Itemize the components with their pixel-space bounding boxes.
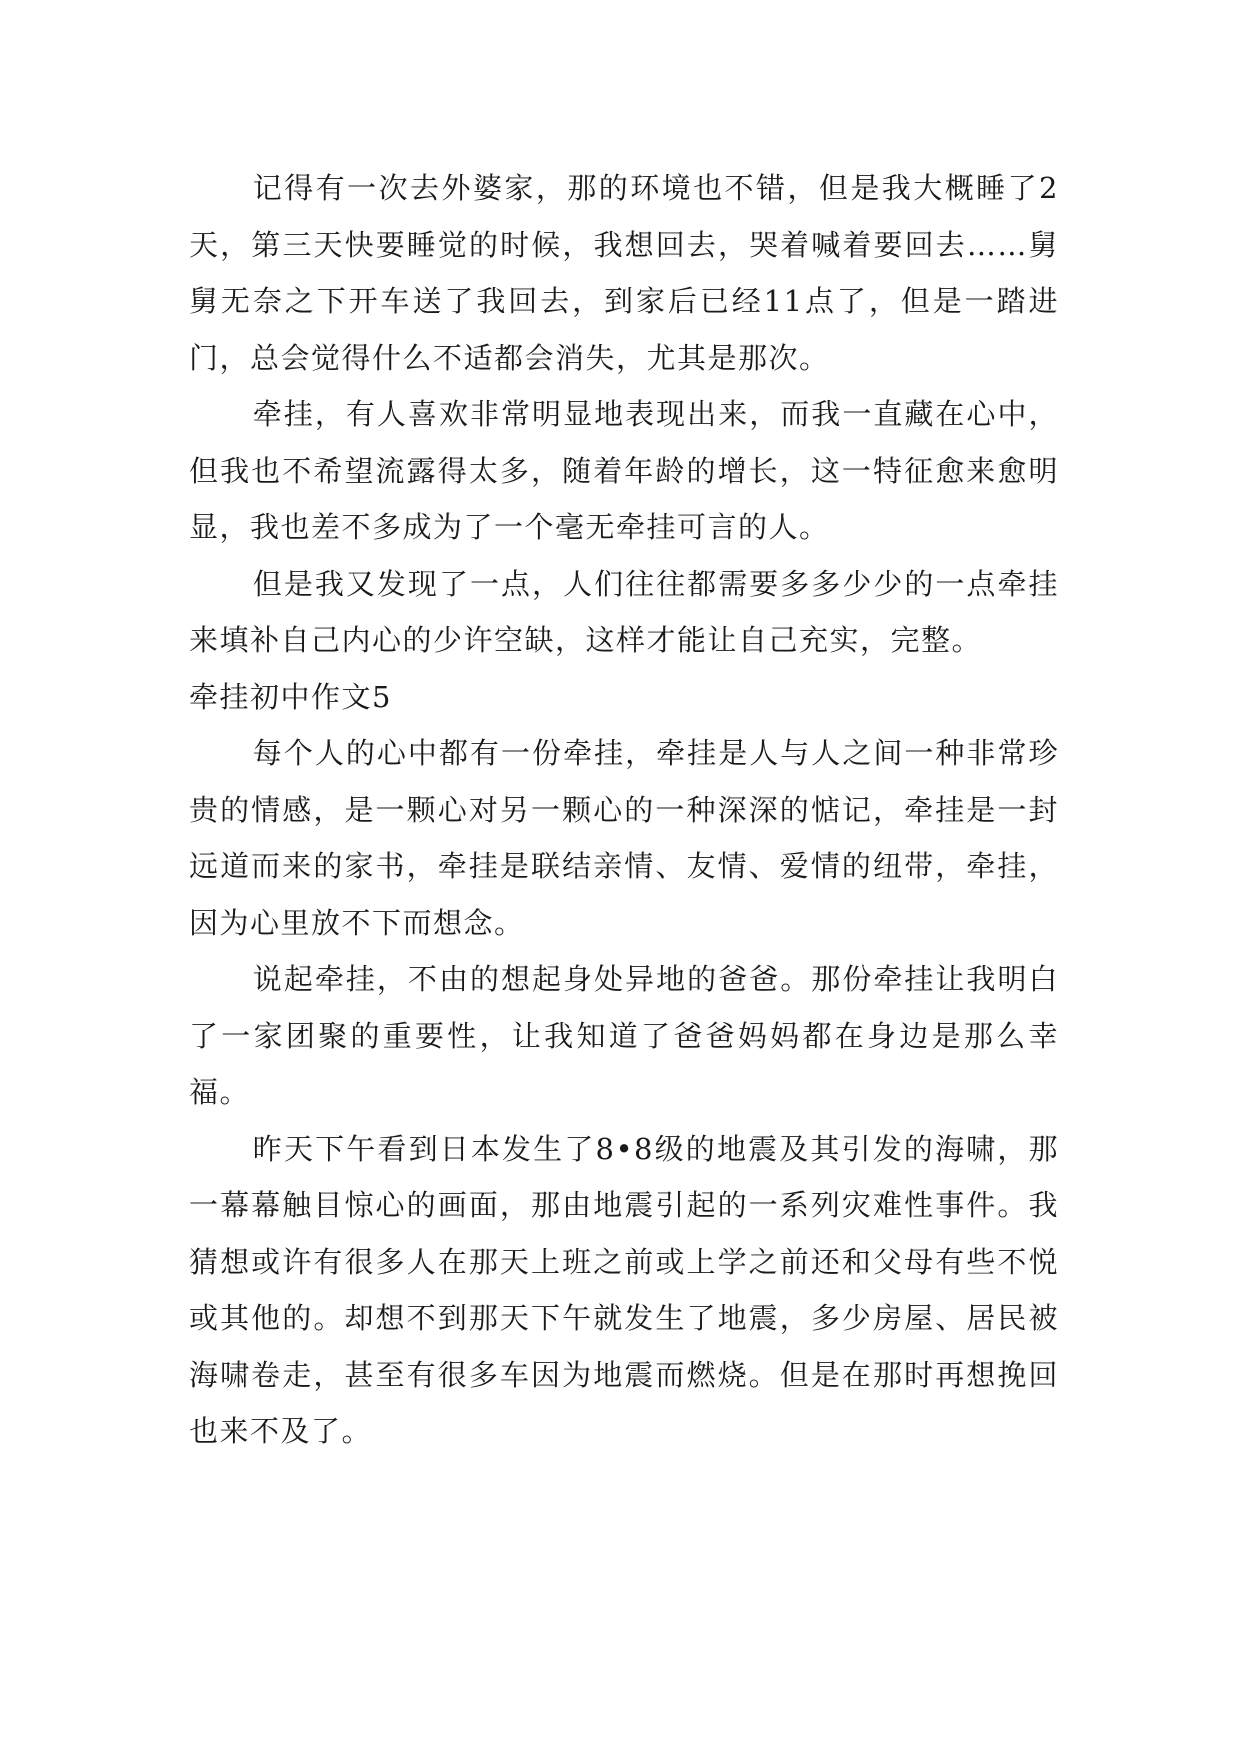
paragraph: 牵挂，有人喜欢非常明显地表现出来，而我一直藏在心中，但我也不希望流露得太多，随着年龄的增长，这一特征愈来愈明显，我也差不多成为了一个毫无牵挂可言的人。 <box>189 397 1059 544</box>
paragraph: 每个人的心中都有一份牵挂，牵挂是人与人之间一种非常珍贵的情感，是一颗心对另一颗心的一种深深的惦记，牵挂是一封远道而来的家书，牵挂是联结亲情、友情、爱情的纽带，牵挂，因为心里放不下而想念。 <box>189 736 1059 940</box>
paragraph: 昨天下午看到日本发生了8•8级的地震及其引发的海啸，那一幕幕触目惊心的画面，那由地震引起的一系列灾难性事件。我猜想或许有很多人在那天上班之前或上学之前还和父母有些不悦或其他的。却想不到那天下午就发生了地震，多少房屋、居民被海啸卷走，甚至有很多车因为地震而燃烧。但是在那时再想挽回也来不及了。 <box>189 1131 1059 1448</box>
document-body <box>189 160 1059 1460</box>
paragraph: 说起牵挂，不由的想起身处异地的爸爸。那份牵挂让我明白了一家团聚的重要性，让我知道了爸爸妈妈都在身边是那么幸福。 <box>189 962 1059 1109</box>
paragraph: 记得有一次去外婆家，那的环境也不错，但是我大概睡了2天，第三天快要睡觉的时候，我想回去，哭着喊着要回去……舅舅无奈之下开车送了我回去，到家后已经11点了，但是一踏进门，总会觉得什么不适都会消失，尤其是那次。 <box>189 171 1059 375</box>
section-title: 牵挂初中作文5 <box>189 679 392 714</box>
paragraph: 但是我又发现了一点，人们往往都需要多多少少的一点牵挂来填补自己内心的少许空缺，这样才能让自己充实，完整。 <box>189 566 1059 657</box>
